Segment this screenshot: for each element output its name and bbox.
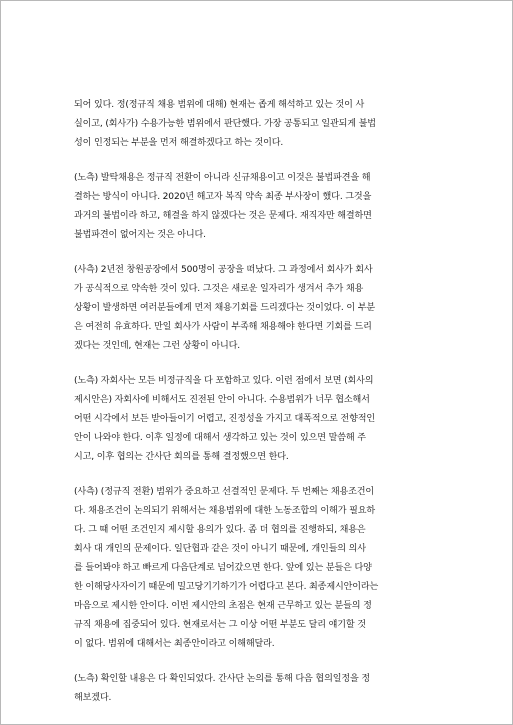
text-line: 실이고, (회사가) 수용가능한 범위에서 판단했다. 가장 공통되고 일관되게 불법	[74, 119, 376, 129]
text-line: 를 들어봐야 하고 빠르게 다음단계로 넘어갔으면 한다. 앞에 있는 분들은 다양	[74, 563, 372, 573]
text-line: 불법파견이 없어지는 것은 아니다.	[74, 230, 206, 240]
text-line: 다. 그 때 어떤 조건인지 제시할 용의가 있다. 좀 더 협의를 진행하되, 채용은	[74, 525, 366, 535]
paragraph-4	[74, 372, 444, 467]
paragraph-5	[74, 483, 444, 654]
text-line: 결하는 방식이 아니다. 2020년 해고자 복직 약속 최종 부사장이 했다. 그것을	[74, 192, 372, 202]
text-line: 어떤 시각에서 보든 받아들이기 어렵고, 진정성을 가지고 대폭적으로 전향적인	[74, 414, 375, 424]
paragraph-6	[74, 670, 444, 708]
text-line: 마음으로 제시한 안이다. 이번 제시안의 초점은 현재 근무하고 있는 분들의 정	[74, 601, 372, 611]
text-line: 되어 있다. 정(정규직 채용 범위에 대해) 현재는 좁게 해석하고 있는 것이 사	[74, 100, 365, 110]
text-line: (사측) 2년전 창원공장에서 500명이 공장을 떠났다. 그 과정에서 회사가 회사	[74, 265, 373, 275]
text-line: 겠다는 것인데, 현재는 그런 상황이 아니다.	[74, 341, 240, 351]
text-line: 해보겠다.	[74, 693, 112, 703]
text-line: 안이 나와야 한다. 이후 일정에 대해서 생각하고 있는 것이 있으면 말씀해 주	[74, 433, 366, 443]
text-line: 한 이해당사자이기 때문에 밀고당기기하기가 어렵다고 본다. 최종제시안이라는	[74, 582, 379, 592]
text-line: 이 없다. 범위에 대해서는 최종안이라고 이해해달라.	[74, 639, 275, 649]
text-line: (노측) 발탁채용은 정규직 전환이 아니라 신규채용이고 이것은 불법파견을 해	[74, 173, 371, 183]
text-line: 제시안은) 자회사에 비해서도 진전된 안이 아니다. 수용범위가 너무 협소해서	[74, 395, 370, 405]
paragraph-1	[74, 96, 444, 153]
text-line: (사측) (정규직 전환) 범위가 중요하고 선결적인 문제다. 두 번째는 채용조건이	[74, 487, 375, 497]
text-line: 성이 인정되는 부분을 먼저 해결하겠다고 하는 것이다.	[74, 138, 284, 148]
text-line: (노측) 확인할 내용은 다 확인되었다. 간사단 논의를 통해 다음 협의일정을 정	[74, 674, 370, 684]
text-line: 가 공식적으로 약속한 것이 있다. 그것은 새로운 일자리가 생겨서 추가 채용	[74, 284, 364, 294]
text-line: 회사 대 개인의 문제이다. 일단협과 같은 것이 아니기 때문에, 개인들의 의사	[74, 544, 366, 554]
text-line: 다. 채용조건이 논의되기 위해서는 채용범위에 대한 노동조합의 이해가 필요하	[74, 506, 375, 516]
document-body	[74, 96, 444, 724]
text-line: 규직 채용에 집중되어 있다. 현재로서는 그 이상 어떤 부분도 달리 얘기할 것	[74, 620, 366, 630]
paragraph-2	[74, 169, 444, 245]
paragraph-3	[74, 261, 444, 356]
text-line: 은 여전히 유효하다. 만일 회사가 사람이 부족해 채용해야 한다면 기회를 드리	[74, 322, 372, 332]
text-line: 과거의 불법이라 하고, 해결을 하지 않겠다는 것은 문제다. 재직자만 해결하면	[74, 211, 372, 221]
text-line: 상황이 발생하면 여러분들에게 먼저 채용기회를 드리겠다는 것이었다. 이 부분	[74, 303, 375, 313]
text-line: 시고, 이후 협의는 간사단 회의를 통해 결정했으면 한다.	[74, 452, 289, 462]
text-line: (노측) 자회사는 모든 비정규직을 다 포함하고 있다. 이런 점에서 보면 (회사의	[74, 376, 374, 386]
